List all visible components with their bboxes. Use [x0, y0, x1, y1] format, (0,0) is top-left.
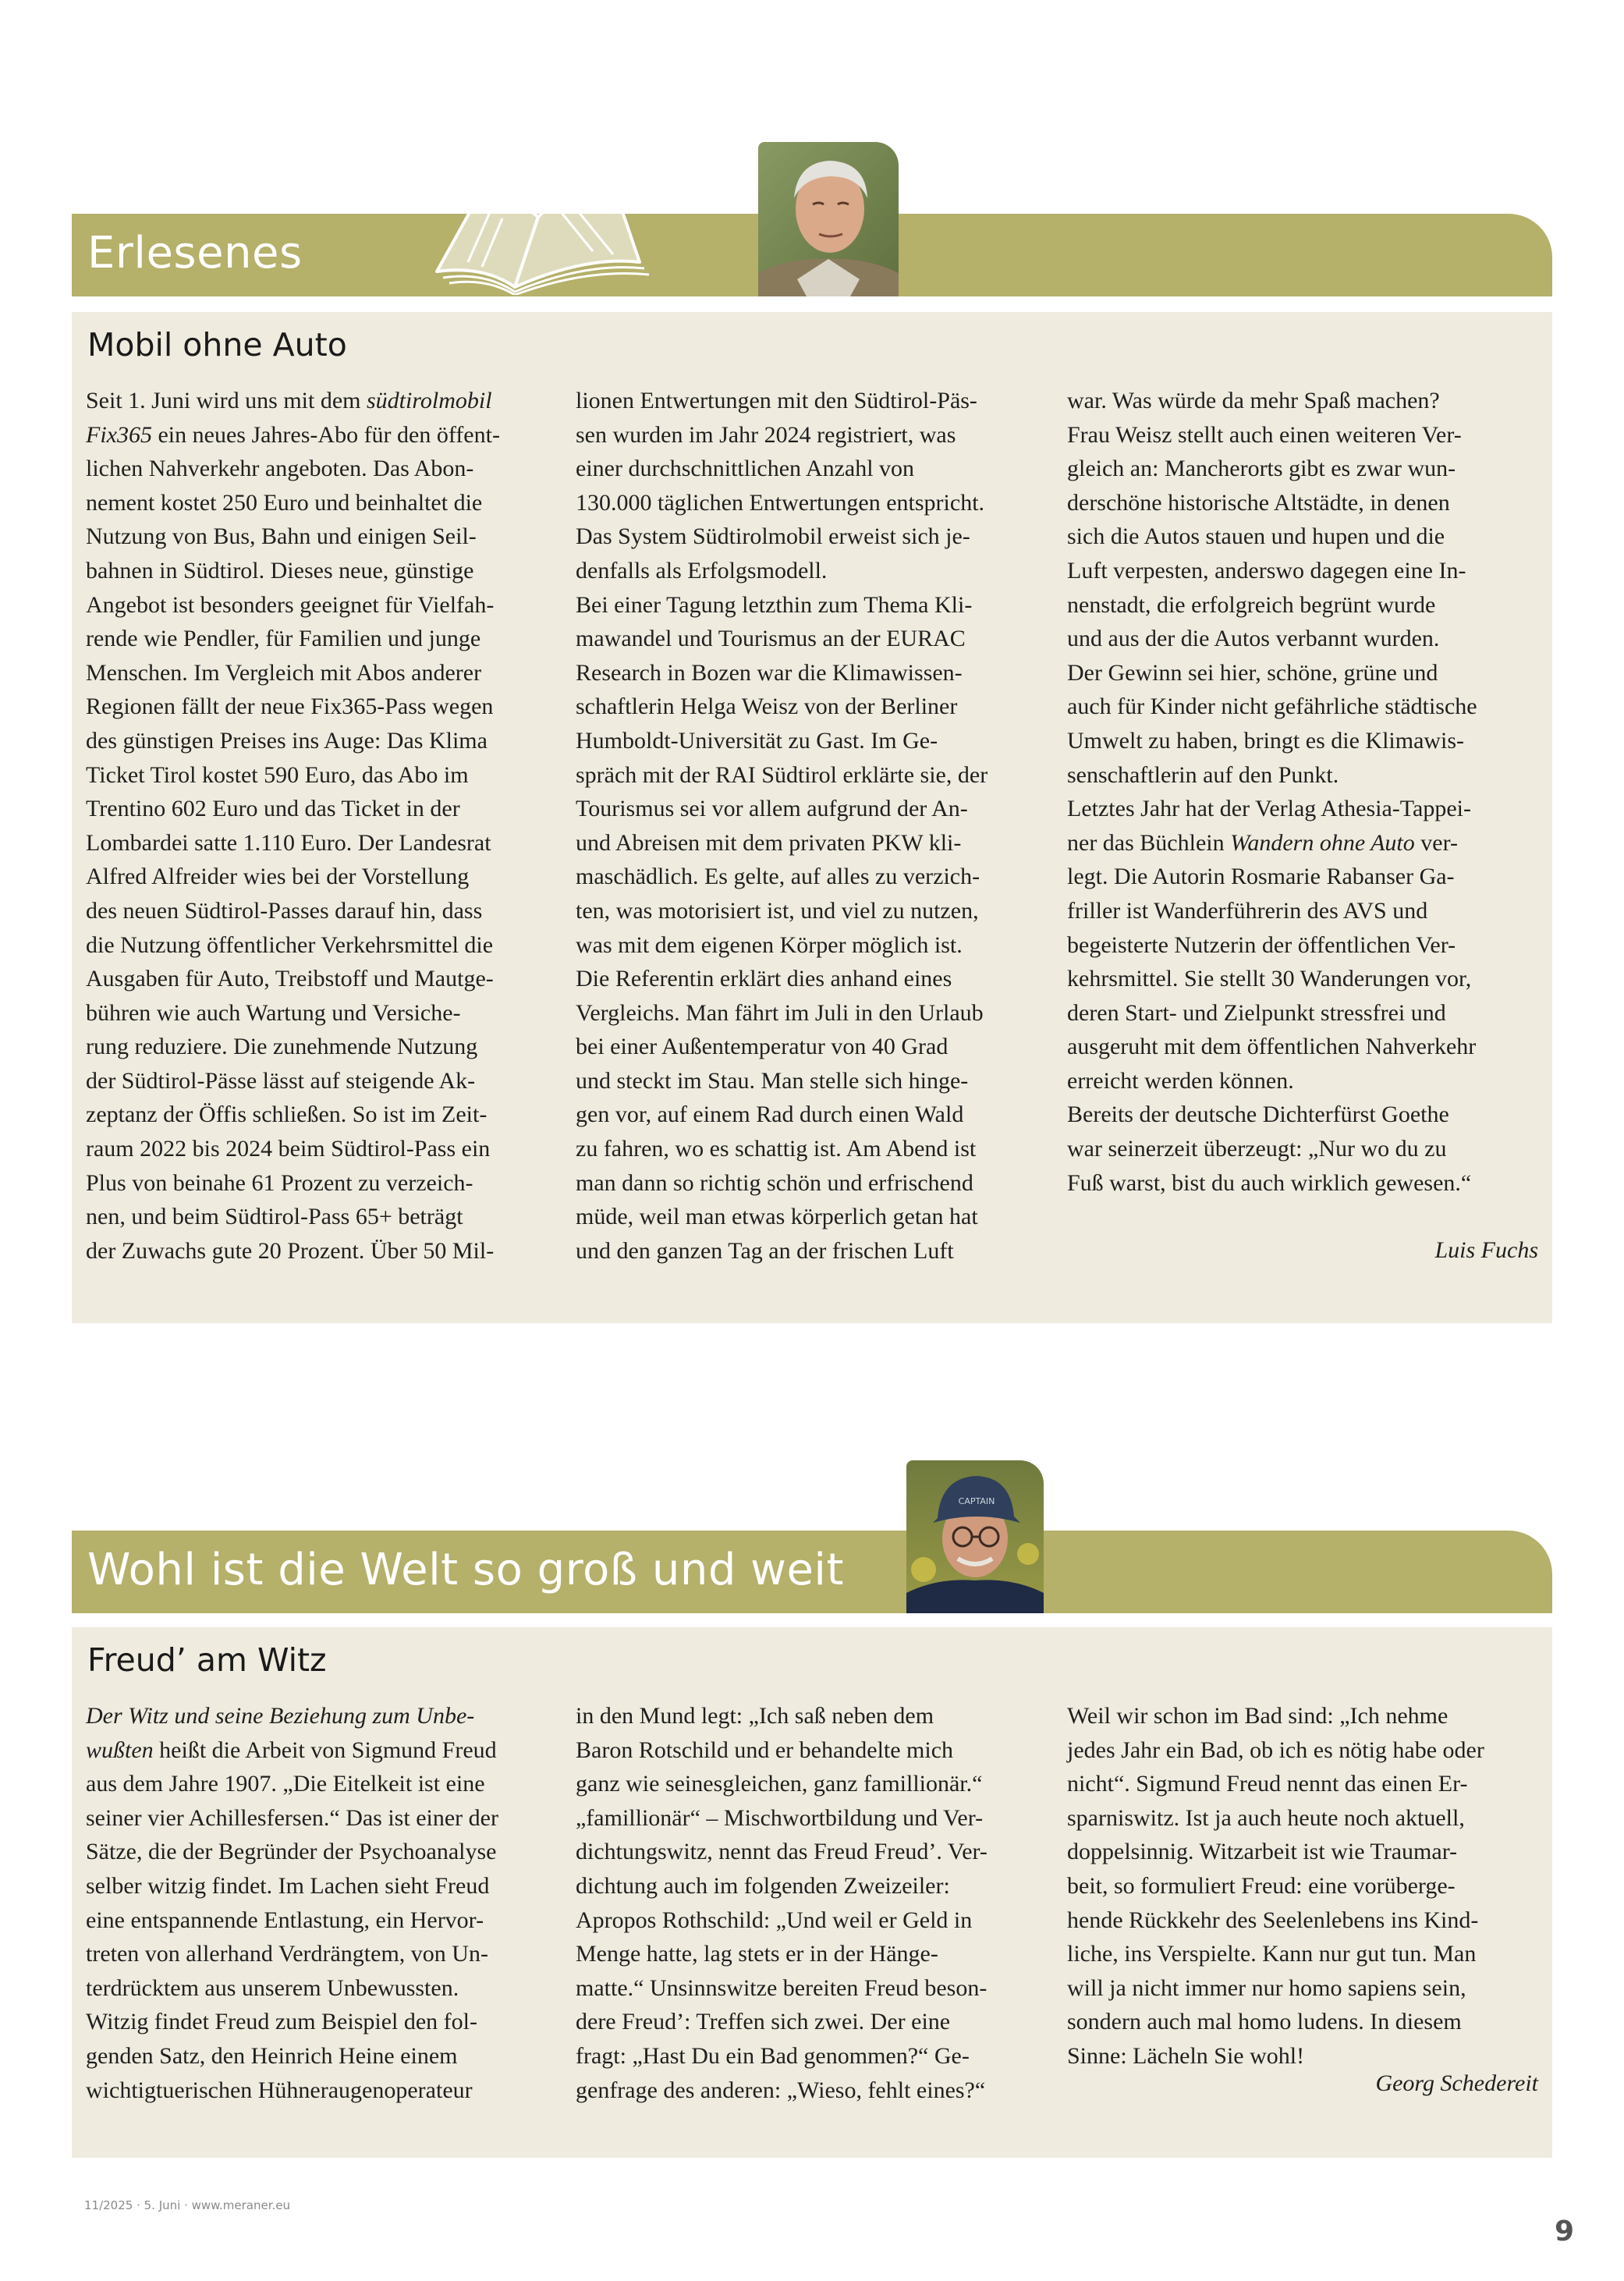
author-photo-luis-fuchs: [758, 142, 899, 296]
text-line: zu fahren, wo es schattig ist. Am Abend ist: [576, 1136, 977, 1162]
open-book-icon: [421, 178, 655, 295]
text-line: lionen Entwertungen mit den Südtirol-Päs-: [576, 388, 977, 413]
text-line: [86, 384, 554, 418]
text-line: hende Rückkehr des Seelenlebens ins Kind-: [1067, 1907, 1479, 1933]
text-segment: Seit 1. Juni wird uns mit dem: [86, 388, 367, 413]
text-line: Letztes Jahr hat der Verlag Athesia-Tappei-: [1067, 796, 1471, 822]
page-number: 9: [1554, 2215, 1574, 2247]
text-line: terdrücktem aus unserem Unbewussten.: [86, 1974, 459, 2001]
text-line: Bei einer Tagung letzthin zum Thema Kli-: [576, 591, 973, 618]
text-line: auch für Kinder nicht gefährliche städtische: [1067, 694, 1477, 720]
text-line: Sätze, die der Begründer der Psychoanalyse: [86, 1839, 497, 1865]
text-line: in den Mund legt: „Ich saß neben dem: [576, 1703, 934, 1729]
text-line: rende wie Pendler, für Familien und junge: [86, 626, 481, 652]
text-line: Die Referentin erklärt dies anhand eines: [576, 966, 952, 992]
text-line: und Abreisen mit dem privaten PKW kli-: [576, 829, 962, 856]
text-line: wichtigtuerischen Hühneraugenoperateur: [86, 2077, 473, 2103]
column-2: [576, 1699, 1044, 2107]
text-line: ausgeruht mit dem öffentlichen Nahverkehr: [1067, 1034, 1477, 1060]
text-line: [1067, 826, 1538, 860]
section-title: Wohl ist die Welt so groß und weit: [87, 1545, 844, 1595]
column-3: [1067, 384, 1538, 1200]
text-line: und aus der die Autos verbannt wurden.: [1067, 626, 1440, 652]
article-box-freud-am-witz: [72, 1627, 1552, 2158]
text-line: Regionen fällt der neue Fix365-Pass wegen: [86, 694, 494, 720]
text-line: Ausgaben für Auto, Treibstoff und Mautge-: [86, 966, 494, 992]
text-line: der Südtirol-Pässe lässt auf steigende Ak-: [86, 1067, 476, 1094]
text-line: sich die Autos stauen und hupen und die: [1067, 523, 1445, 550]
text-line: Alfred Alfreider wies bei der Vorstellung: [86, 864, 470, 890]
text-line: mawandel und Tourismus an der EURAC: [576, 626, 966, 652]
text-line: [86, 1699, 554, 1733]
text-line: „famillionär“ – Mischwortbildung und Ver-: [576, 1804, 984, 1831]
text-line: Frau Weisz stellt auch einen weiteren Ver-: [1067, 421, 1462, 448]
text-line: Menge hatte, lag stets er in der Hänge-: [576, 1941, 938, 1967]
text-line: Witzig findet Freud zum Beispiel den fol-: [86, 2009, 478, 2035]
italic-text: Wandern ohne Auto: [1230, 829, 1415, 856]
text-line: genden Satz, den Heinrich Heine einem: [86, 2042, 458, 2069]
text-line: sparniswitz. Ist ja auch heute noch aktuell,: [1067, 1804, 1465, 1831]
text-line: man dann so richtig schön und erfrischend: [576, 1169, 973, 1196]
italic-text: wußten: [86, 1736, 154, 1763]
column-3: [1067, 1699, 1538, 2073]
text-line: der Zuwachs gute 20 Prozent. Über 50 Mil-: [86, 1237, 495, 1264]
text-line: senschaftlerin auf den Punkt.: [1067, 761, 1339, 788]
text-line: und den ganzen Tag an der frischen Luft: [576, 1237, 954, 1264]
text-line: deren Start- und Zielpunkt stressfrei und: [1067, 999, 1446, 1026]
text-line: Fuß warst, bist du auch wirklich gewesen.“: [1067, 1169, 1472, 1196]
text-line: ten, was motorisiert ist, und viel zu nutzen,: [576, 897, 979, 924]
text-line: maschädlich. Es gelte, auf alles zu verzich-: [576, 864, 980, 890]
text-line: [86, 418, 554, 452]
author-signature: Luis Fuchs: [1434, 1237, 1538, 1263]
text-line: derschöne historische Altstädte, in denen: [1067, 489, 1450, 516]
text-line: Lombardei satte 1.110 Euro. Der Landesrat: [86, 829, 491, 856]
text-line: begeisterte Nutzerin der öffentlichen Ver-: [1067, 931, 1456, 958]
text-line: Trentino 602 Euro und das Ticket in der: [86, 796, 460, 822]
text-line: treten von allerhand Verdrängtem, von Un-: [86, 1941, 488, 1967]
text-line: gleich an: Mancherorts gibt es zwar wun-: [1067, 456, 1456, 482]
text-line: Sinne: Lächeln Sie wohl!: [1067, 2042, 1305, 2069]
text-line: erreicht werden können.: [1067, 1067, 1294, 1094]
text-line: nenstadt, die erfolgreich begrünt wurde: [1067, 591, 1436, 618]
text-line: des neuen Südtirol-Passes darauf hin, dass: [86, 897, 483, 924]
italic-text: südtirolmobil: [367, 388, 492, 413]
text-line: matte.“ Unsinnswitze bereiten Freud beson-: [576, 1974, 988, 2001]
text-line: Nutzung von Bus, Bahn und einigen Seil-: [86, 523, 477, 550]
text-line: jedes Jahr ein Bad, ob ich es nötig habe oder: [1067, 1736, 1484, 1763]
text-line: Plus von beinahe 61 Prozent zu verzeich-: [86, 1169, 473, 1196]
text-line: friller ist Wanderführerin des AVS und: [1067, 897, 1428, 924]
text-line: Der Gewinn sei hier, schöne, grüne und: [1067, 659, 1438, 686]
italic-text: Der Witz und seine Beziehung zum Unbe-: [86, 1703, 475, 1729]
text-line: sondern auch mal homo ludens. In diesem: [1067, 2009, 1462, 2035]
text-segment: ner das Büchlein: [1067, 829, 1231, 856]
text-line: beit, so formuliert Freud: eine vorüberge-: [1067, 1872, 1456, 1899]
section-banner-welt: [72, 1531, 1552, 1613]
article-box-mobil-ohne-auto: [72, 312, 1552, 1323]
text-line: Das System Südtirolmobil erweist sich je-: [576, 523, 970, 550]
text-line: genfrage des anderen: „Wieso, fehlt eines?“: [576, 2077, 986, 2103]
text-line: rung reduziere. Die zunehmende Nutzung: [86, 1034, 478, 1060]
text-line: doppelsinnig. Witzarbeit ist wie Traumar-: [1067, 1839, 1458, 1865]
italic-text: Fix365: [86, 421, 152, 448]
text-line: des günstigen Preises ins Auge: Das Klima: [86, 727, 488, 754]
text-line: 130.000 täglichen Entwertungen entspricht.: [576, 489, 985, 516]
text-segment: ver-: [1414, 829, 1458, 856]
column-2: [576, 384, 1044, 1268]
text-line: fragt: „Hast Du ein Bad genommen?“ Ge-: [576, 2042, 970, 2069]
text-line: legt. Die Autorin Rosmarie Rabanser Ga-: [1067, 864, 1455, 890]
text-line: dichtungswitz, nennt das Freud Freud’. Ver-: [576, 1839, 988, 1865]
text-line: bühren wie auch Wartung und Versiche-: [86, 999, 461, 1026]
text-line: dere Freud’: Treffen sich zwei. Der eine: [576, 2009, 951, 2035]
text-line: kehrsmittel. Sie stellt 30 Wanderungen vor,: [1067, 966, 1472, 992]
text-line: selber witzig findet. Im Lachen sieht Freud: [86, 1872, 490, 1899]
text-line: zeptanz der Öffis schließen. So ist im Zeit-: [86, 1101, 488, 1128]
text-line: ganz wie seinesgleichen, ganz famillionär.“: [576, 1771, 983, 1797]
text-line: [86, 1733, 554, 1768]
text-line: nicht“. Sigmund Freud nennt das einen Er-: [1067, 1771, 1468, 1797]
text-line: dichtung auch im folgenden Zweizeiler:: [576, 1872, 950, 1899]
text-line: Vergleichs. Man fährt im Juli in den Urlaub: [576, 999, 984, 1026]
text-line: Research in Bozen war die Klimawissen-: [576, 659, 963, 686]
column-1: [86, 384, 554, 1268]
text-line: liche, ins Verspielte. Kann nur gut tun. Man: [1067, 1941, 1477, 1967]
cap-text: CAPTAIN: [958, 1496, 995, 1506]
text-line: müde, weil man etwas körperlich getan hat: [576, 1204, 978, 1230]
text-line: Menschen. Im Vergleich mit Abos anderer: [86, 659, 482, 686]
text-line: Umwelt zu haben, bringt es die Klimawis-: [1067, 727, 1465, 754]
text-line: war. Was würde da mehr Spaß machen?: [1067, 388, 1440, 413]
text-line: gen vor, auf einem Rad durch einen Wald: [576, 1101, 964, 1128]
article-title: Mobil ohne Auto: [87, 326, 347, 364]
text-line: spräch mit der RAI Südtirol erklärte sie, der: [576, 761, 988, 788]
text-line: aus dem Jahre 1907. „Die Eitelkeit ist eine: [86, 1771, 485, 1797]
text-line: Apropos Rothschild: „Und weil er Geld in: [576, 1907, 973, 1933]
text-line: was mit dem eigenen Körper möglich ist.: [576, 931, 963, 958]
text-line: war seinerzeit überzeugt: „Nur wo du zu: [1067, 1136, 1447, 1162]
text-line: Weil wir schon im Bad sind: „Ich nehme: [1067, 1703, 1448, 1729]
text-line: raum 2022 bis 2024 beim Südtirol-Pass ein: [86, 1136, 491, 1162]
section-title: Erlesenes: [87, 228, 303, 278]
text-line: schaftlerin Helga Weisz von der Berliner: [576, 694, 958, 720]
text-line: will ja nicht immer nur homo sapiens sein,: [1067, 1974, 1466, 2001]
text-line: bei einer Außentemperatur von 40 Grad: [576, 1034, 949, 1060]
text-line: Humboldt-Universität zu Gast. Im Ge-: [576, 727, 938, 754]
text-line: die Nutzung öffentlicher Verkehrsmittel die: [86, 931, 494, 958]
text-line: nement kostet 250 Euro und beinhaltet die: [86, 489, 483, 516]
text-line: Luft verpesten, anderswo dagegen eine In-: [1067, 557, 1466, 584]
text-line: und steckt im Stau. Man stelle sich hinge-: [576, 1067, 969, 1094]
author-photo-georg-schedereit: [906, 1460, 1044, 1613]
column-1: [86, 1699, 554, 2107]
text-line: einer durchschnittlichen Anzahl von: [576, 456, 915, 482]
text-line: Baron Rotschild und er behandelte mich: [576, 1736, 954, 1763]
text-line: eine entspannende Entlastung, ein Hervor-: [86, 1907, 484, 1933]
text-line: Angebot ist besonders geeignet für Vielfah-: [86, 591, 495, 618]
text-line: Tourismus sei vor allem aufgrund der An-: [576, 796, 968, 822]
article-title: Freud’ am Witz: [87, 1641, 327, 1679]
issue-info: 11/2025 · 5. Juni · www.meraner.eu: [84, 2198, 291, 2212]
text-line: seiner vier Achillesfersen.“ Das ist einer der: [86, 1804, 498, 1831]
text-segment: ein neues Jahres-Abo für den öffent-: [151, 421, 500, 448]
text-line: bahnen in Südtirol. Dieses neue, günstige: [86, 557, 474, 584]
text-line: nen, und beim Südtirol-Pass 65+ beträgt: [86, 1204, 463, 1230]
author-signature: Georg Schedereit: [1375, 2070, 1538, 2096]
text-line: denfalls als Erfolgsmodell.: [576, 557, 828, 584]
text-line: lichen Nahverkehr angeboten. Das Abon-: [86, 456, 474, 482]
text-line: Bereits der deutsche Dichterfürst Goethe: [1067, 1101, 1449, 1128]
text-segment: heißt die Arbeit von Sigmund Freud: [153, 1736, 497, 1763]
text-line: sen wurden im Jahr 2024 registriert, was: [576, 421, 956, 448]
text-line: Ticket Tirol kostet 590 Euro, das Abo im: [86, 761, 469, 788]
